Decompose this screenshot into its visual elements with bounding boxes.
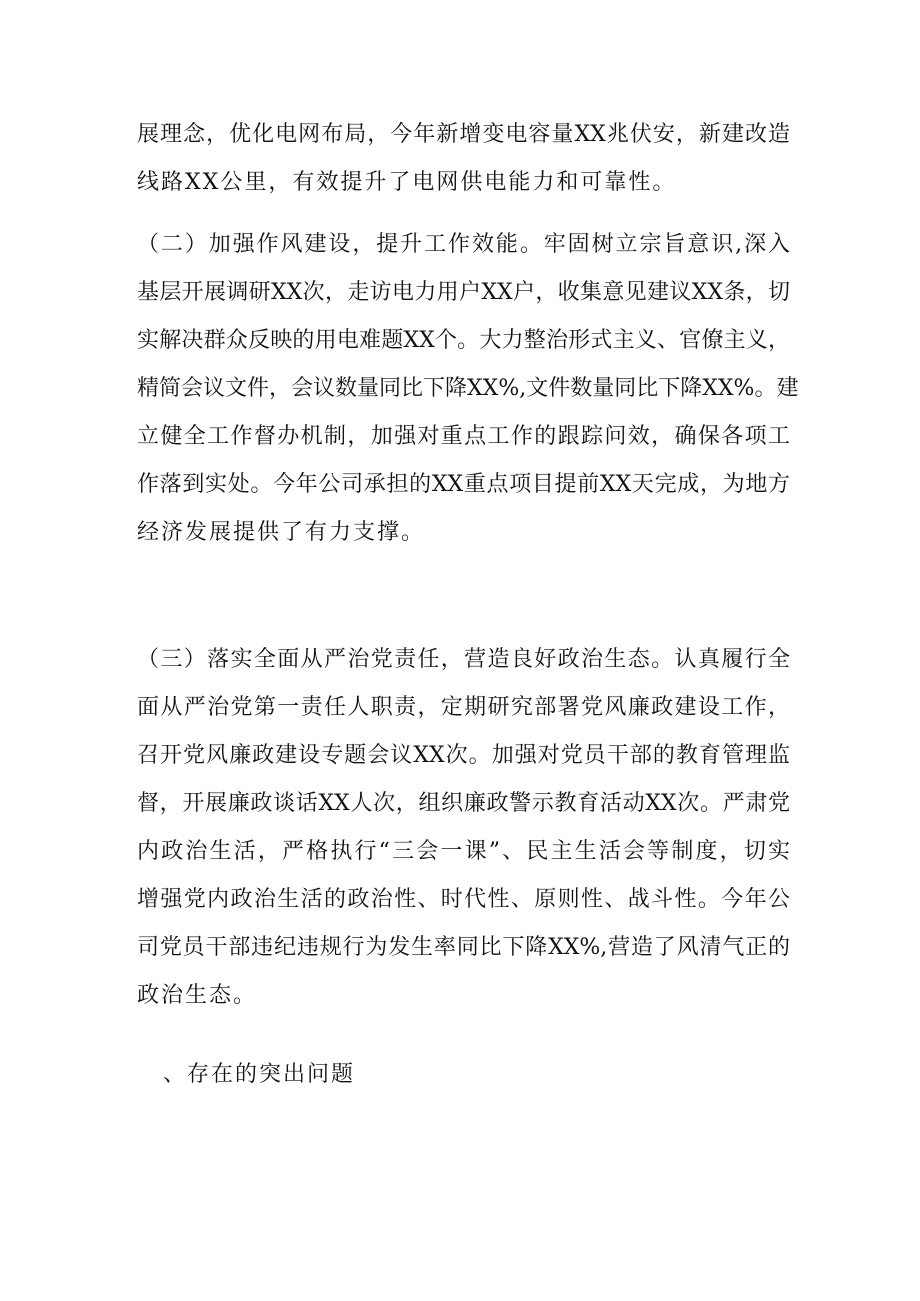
section-heading: 、存在的突出问题	[163, 1062, 356, 1087]
body-line: 面从严治党第一责任人职责，定期研究部署党风廉政建设工作，	[137, 695, 790, 720]
body-line: （二）加强作风建设，提升工作效能。牢固树立宗旨意识,深入	[137, 232, 790, 257]
body-line: 召开党风廉政建设专题会议XX次。加强对党员干部的教育管理监	[137, 743, 790, 768]
body-line: 增强党内政治生活的政治性、时代性、原则性、战斗性。今年公	[137, 887, 790, 912]
body-line: 政治生态。	[137, 983, 258, 1008]
body-line: （三）落实全面从严治党责任，营造良好政治生态。认真履行全	[137, 647, 790, 672]
body-line: 展理念，优化电网布局，今年新增变电容量XX兆伏安，新建改造	[137, 122, 790, 147]
body-line: 经济发展提供了有力支撑。	[137, 520, 426, 545]
body-line: 基层开展调研XX次，走访电力用户XX户，收集意见建议XX条，切	[137, 280, 790, 305]
body-line: 内政治生活，严格执行“三会一课”、民主生活会等制度，切实	[137, 839, 790, 864]
body-line: 精简会议文件，会议数量同比下降XX%,文件数量同比下降XX%。建	[137, 376, 799, 401]
body-line: 作落到实处。今年公司承担的XX重点项目提前XX天完成，为地方	[137, 472, 790, 497]
body-line: 司党员干部违纪违规行为发生率同比下降XX%,营造了风清气正的	[137, 935, 790, 960]
body-line: 线路XX公里，有效提升了电网供电能力和可靠性。	[137, 170, 677, 195]
body-line: 实解决群众反映的用电难题XX个。大力整治形式主义、官僚主义，	[137, 328, 790, 353]
body-line: 督，开展廉政谈话XX人次，组织廉政警示教育活动XX次。严肃党	[137, 791, 790, 816]
body-line: 立健全工作督办机制，加强对重点工作的跟踪问效，确保各项工	[137, 424, 790, 449]
